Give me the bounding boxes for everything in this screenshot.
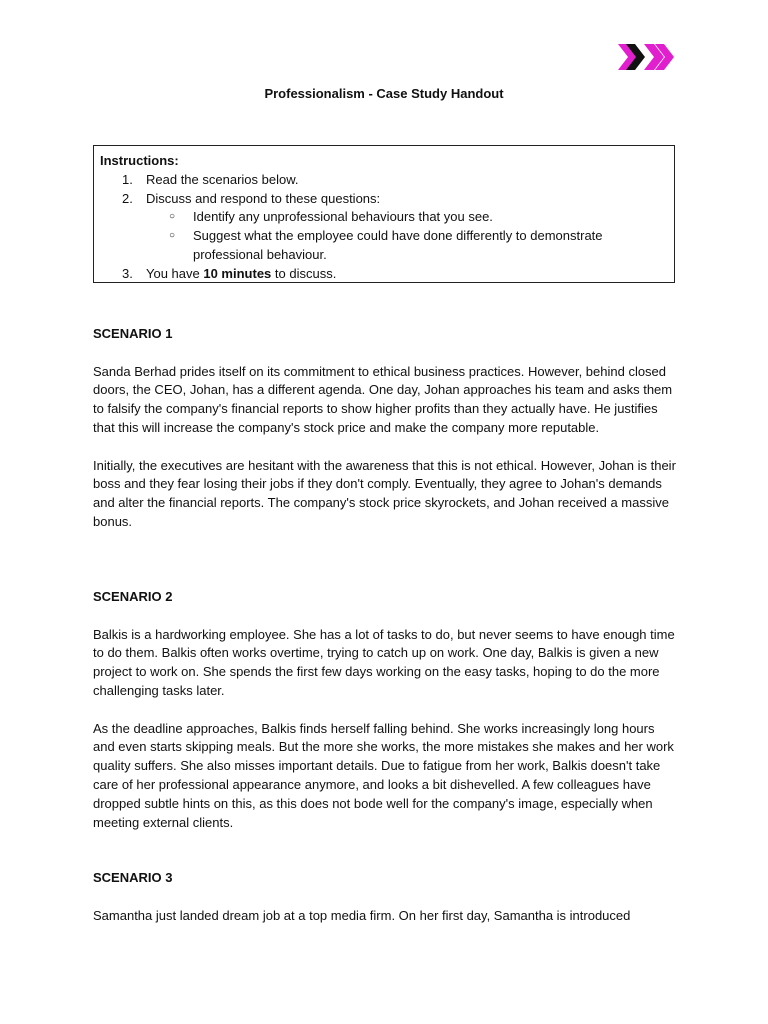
list-number: 2.	[122, 190, 133, 206]
hollow-bullet-icon: ○	[169, 230, 176, 242]
sub-list-item	[100, 227, 668, 265]
sub-list-item	[100, 208, 668, 227]
time-limit-bold: 10 minutes	[203, 265, 272, 281]
scenario-1-paragraph-1: Sanda Berhad prides itself on its commitment to ethical business practices. However, behind closed doors, the CEO, Johan, has a different agenda. One day, Johan approaches his team and asks them to falsify the company's financial reports to show higher profits than they actually have. He justifies that this will increase the company's stock price and make the company more reputable.	[93, 363, 673, 435]
list-item-text-before: You have	[146, 265, 204, 281]
scenario-2-heading: SCENARIO 2	[93, 589, 173, 604]
list-item	[100, 171, 668, 190]
list-item-text: Read the scenarios below.	[146, 171, 299, 187]
list-item-text-after: to discuss.	[271, 265, 337, 281]
scenario-3-section	[93, 869, 679, 925]
instructions-box	[93, 145, 675, 283]
scenario-2-paragraph-2: As the deadline approaches, Balkis finds herself falling behind. She works increasingly long hours and even starts skipping meals. But the more she works, the more mistakes she makes and her work quality suffers. She also misses important details. Due to fatigue from her work, Balkis doesn't take care of her professional appearance anymore, and looks a bit dishevelled. A few colleagues have dropped subtle hints on this, as this does not bode well for the company's image, especially when meeting external clients.	[93, 720, 674, 830]
scenario-1-paragraph-2: Initially, the executives are hesitant with the awareness that this is not ethical. However, Johan is their boss and they fear losing their jobs if they don't comply. Eventually, they agree to Johan's demands and alter the financial reports. The company's stock price skyrockets, and Johan received a massive bonus.	[93, 457, 676, 529]
list-number: 1.	[122, 171, 133, 187]
scenario-2-paragraph-1: Balkis is a hardworking employee. She has a lot of tasks to do, but never seems to have enough time to do them. Balkis often works overtime, trying to catch up on work. One day, Balkis is given a new project to work on. She spends the first few days working on the easy tasks, hoping to do the more challenging tasks later.	[93, 626, 675, 698]
xo-brand-logo-icon	[618, 44, 674, 70]
page-title: Professionalism - Case Study Handout	[264, 86, 504, 101]
scenario-1-heading: SCENARIO 1	[93, 326, 173, 341]
hollow-bullet-icon: ○	[169, 211, 176, 223]
scenario-2-section	[93, 588, 679, 832]
scenario-3-heading: SCENARIO 3	[93, 870, 173, 885]
scenario-3-paragraph-1: Samantha just landed dream job at a top media firm. On her first day, Samantha is introduced	[93, 907, 631, 923]
list-item	[100, 190, 668, 209]
sub-list-item-text: Identify any unprofessional behaviours that you see.	[193, 209, 493, 225]
list-item-text: Discuss and respond to these questions:	[146, 190, 381, 206]
sub-list-item-text: Suggest what the employee could have done differently to demonstrate professional behaviour.	[193, 228, 603, 262]
list-item	[100, 265, 668, 284]
instructions-heading: Instructions:	[100, 153, 179, 168]
scenario-1-section	[93, 325, 679, 532]
list-number: 3.	[122, 265, 133, 281]
